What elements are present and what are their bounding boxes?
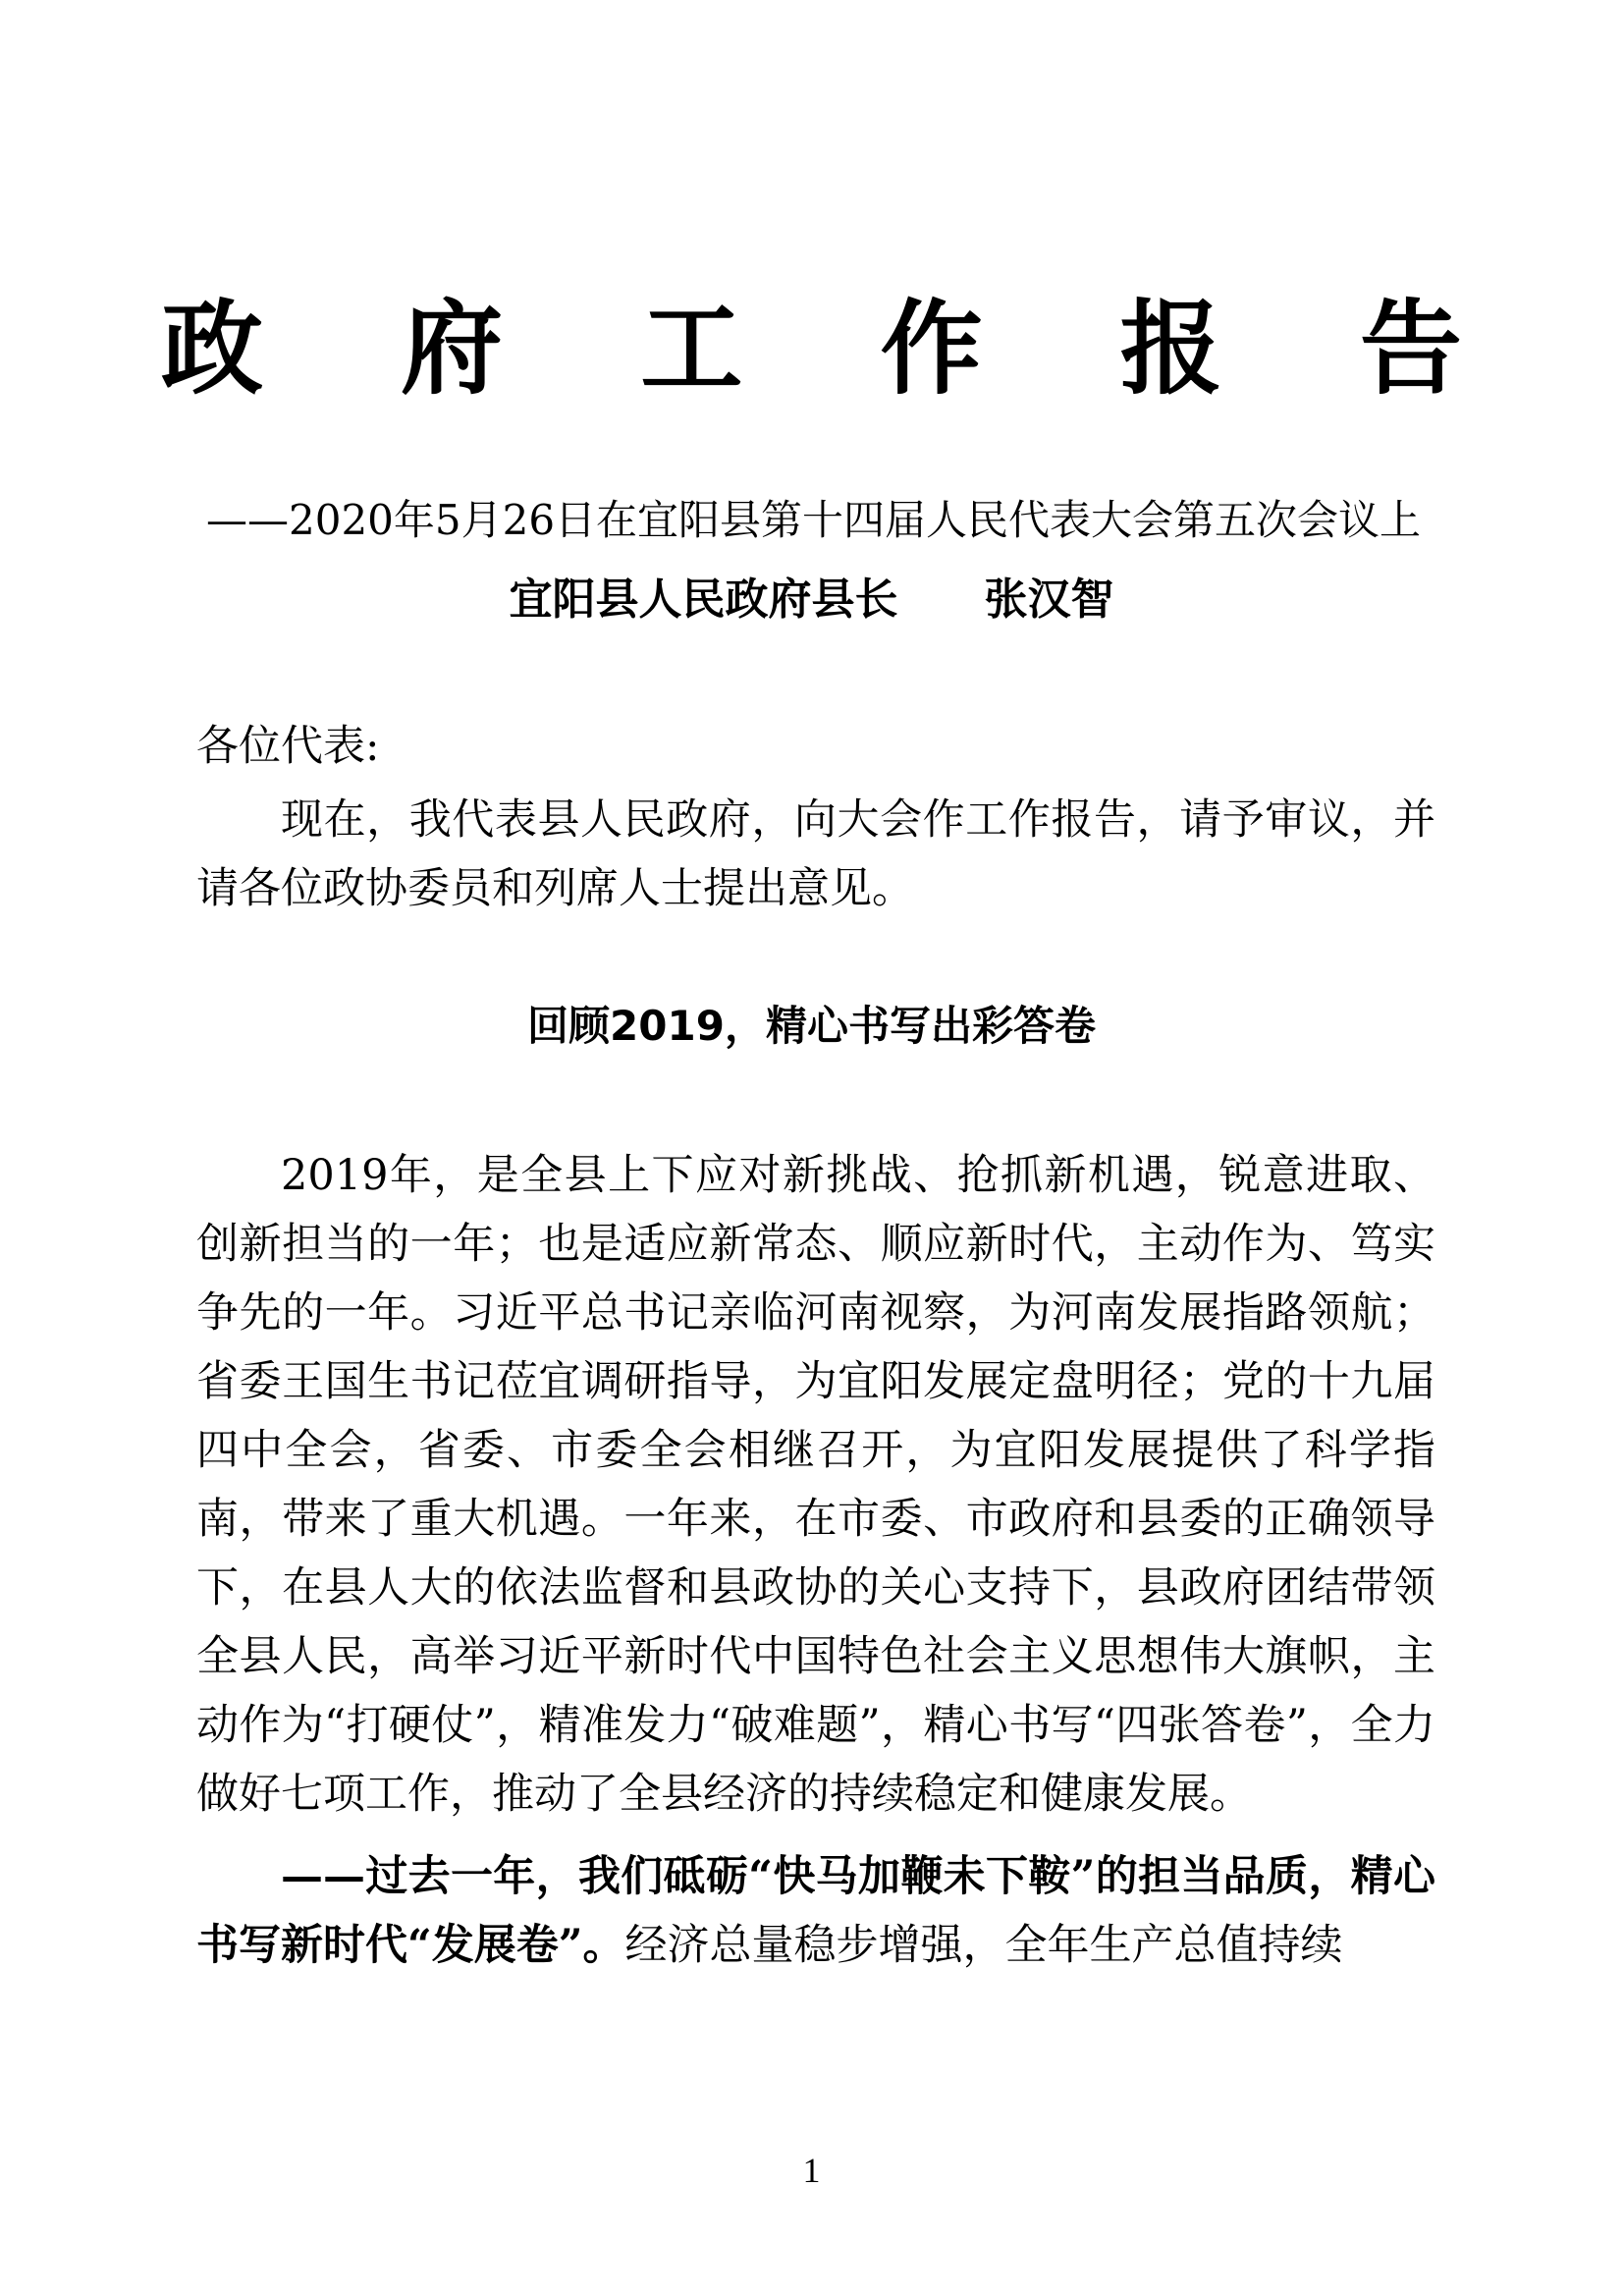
page-number: 1 (802, 2151, 821, 2190)
body-paragraph-bold-lead (196, 1842, 1435, 1980)
report-title: 政 府 工 作 报 告 (160, 288, 1514, 409)
bold-lead-text: ——过去一年，我们砥砺“快马加鞭未下鞍”的担当品质，精心书写新时代“发展卷”。 (196, 1852, 1435, 1970)
report-author: 宜阳县人民政府县长 张汉智 (509, 574, 1114, 625)
intro-paragraph: 现在，我代表县人民政府，向大会作工作报告，请予审议，并请各位政协委员和列席人士提出意见。 (196, 795, 1435, 913)
report-subtitle: ——2020年5月26日在宜阳县第十四届人民代表大会第五次会议上 (206, 496, 1422, 544)
section-heading: 回顾2019，精心书写出彩答卷 (527, 1002, 1096, 1050)
body-paragraph: 2019年，是全县上下应对新挑战、抢抓新机遇，锐意进取、创新担当的一年；也是适应新常态、顺应新时代，主动作为、笃实争先的一年。习近平总书记亲临河南视察，为河南发展指路领航；省委王国生书记莅宜调研指导，为宜阳发展定盘明径；党的十九届四中全会，省委、市委全会相继召开，为宜阳发展提供了科学指南，带来了重大机遇。一年来，在市委、市政府和县委的正确领导下，在县人大的依法监督和县政协的关心支持下，县政府团结带领全县人民，高举习近平新时代中国特色社会主义思想伟大旗帜，主动作为“打硬仗”，精准发力“破难题”，精心书写“四张答卷”，全力做好七项工作，推动了全县经济的持续稳定和健康发展。 (196, 1151, 1435, 1819)
salutation: 各位代表: (196, 722, 380, 771)
bold-follow-text: 经济总量稳步增强，全年生产总值持续 (624, 1921, 1343, 1970)
